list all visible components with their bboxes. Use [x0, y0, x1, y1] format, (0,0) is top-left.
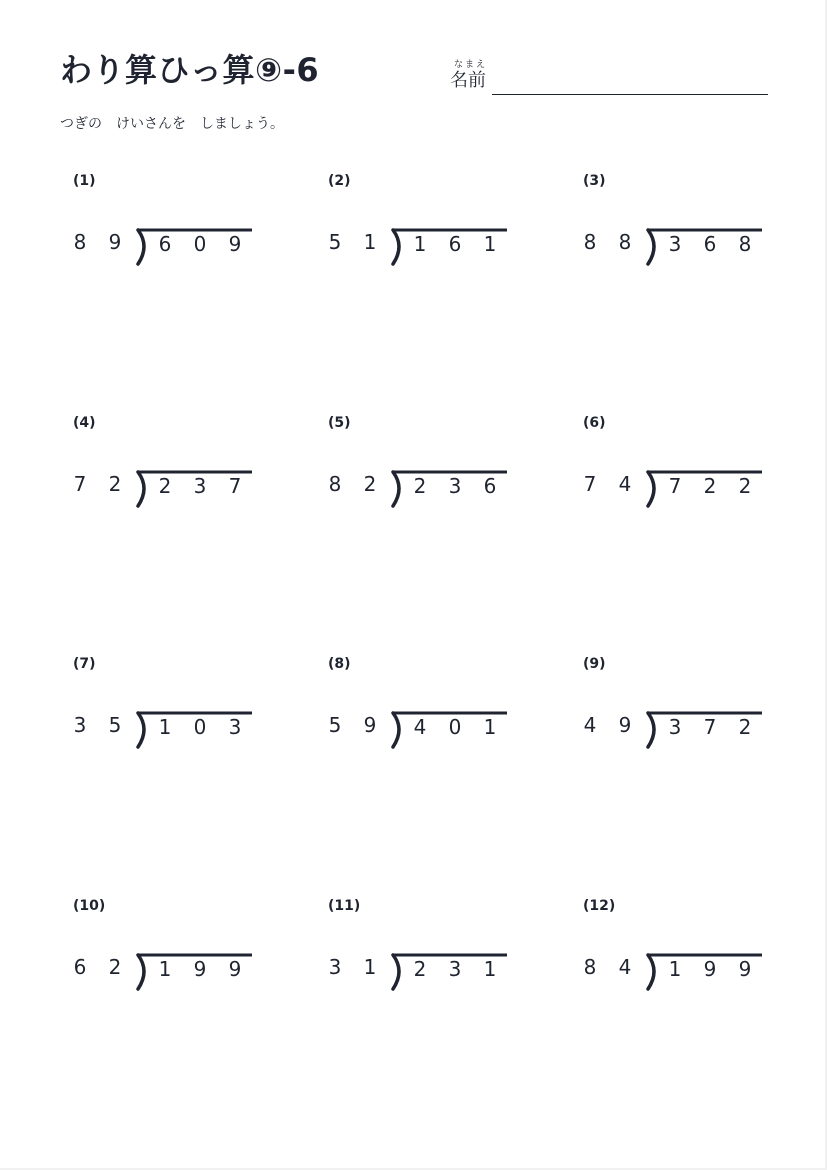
division-problem [60, 414, 260, 544]
instruction-text: つぎの けいさんを しましょう。 [60, 116, 284, 132]
divisor-digit: 5 [108, 713, 122, 737]
dividend-digit: 1 [483, 232, 497, 256]
dividend-digit: 6 [703, 232, 717, 256]
name-label: 名前 [450, 70, 486, 91]
dividend-digit: 1 [158, 715, 172, 739]
division-problem [315, 897, 515, 1027]
worksheet-title: わり算ひっ算⑨-6 [60, 51, 320, 89]
dividend-digit: 3 [668, 232, 682, 256]
division-problem [570, 655, 770, 785]
dividend-digit: 7 [703, 715, 717, 739]
problem-number: (8) [328, 656, 351, 672]
dividend-digit: 8 [738, 232, 752, 256]
problem-number: (10) [73, 898, 106, 914]
dividend-digit: 2 [738, 715, 752, 739]
division-problem [570, 172, 770, 302]
division-problem [570, 897, 770, 1027]
divisor-digit: 3 [73, 713, 87, 737]
divisor-digit: 3 [328, 955, 342, 979]
dividend-digit: 2 [413, 474, 427, 498]
dividend-digit: 4 [413, 715, 427, 739]
divisor-digit: 1 [363, 230, 377, 254]
dividend-digit: 3 [228, 715, 242, 739]
divisor-digit: 1 [363, 955, 377, 979]
dividend-digit: 1 [483, 957, 497, 981]
divisor-digit: 8 [583, 230, 597, 254]
division-problem [60, 655, 260, 785]
divisor-digit: 7 [73, 472, 87, 496]
division-problem [60, 897, 260, 1027]
dividend-digit: 0 [193, 232, 207, 256]
problem-number: (7) [73, 656, 96, 672]
dividend-digit: 2 [703, 474, 717, 498]
dividend-digit: 9 [738, 957, 752, 981]
divisor-digit: 5 [328, 713, 342, 737]
divisor-digit: 7 [583, 472, 597, 496]
dividend-digit: 0 [193, 715, 207, 739]
division-problem [315, 414, 515, 544]
problem-number: (4) [73, 415, 96, 431]
dividend-digit: 3 [668, 715, 682, 739]
divisor-digit: 4 [583, 713, 597, 737]
division-problem [60, 172, 260, 302]
problem-number: (3) [583, 173, 606, 189]
divisor-digit: 4 [618, 472, 632, 496]
problem-number: (1) [73, 173, 96, 189]
division-problem [315, 655, 515, 785]
division-problem [315, 172, 515, 302]
dividend-digit: 0 [448, 715, 462, 739]
dividend-digit: 1 [668, 957, 682, 981]
divisor-digit: 8 [583, 955, 597, 979]
problem-number: (12) [583, 898, 616, 914]
problem-number: (5) [328, 415, 351, 431]
divisor-digit: 8 [73, 230, 87, 254]
dividend-digit: 2 [158, 474, 172, 498]
dividend-digit: 3 [193, 474, 207, 498]
dividend-digit: 3 [448, 474, 462, 498]
divisor-digit: 2 [108, 472, 122, 496]
divisor-digit: 9 [363, 713, 377, 737]
divisor-digit: 9 [618, 713, 632, 737]
dividend-digit: 9 [703, 957, 717, 981]
problem-number: (11) [328, 898, 361, 914]
dividend-digit: 7 [668, 474, 682, 498]
divisor-digit: 8 [328, 472, 342, 496]
dividend-digit: 2 [413, 957, 427, 981]
divisor-digit: 6 [73, 955, 87, 979]
dividend-digit: 2 [738, 474, 752, 498]
divisor-digit: 8 [618, 230, 632, 254]
divisor-digit: 4 [618, 955, 632, 979]
dividend-digit: 7 [228, 474, 242, 498]
dividend-digit: 1 [158, 957, 172, 981]
divisor-digit: 5 [328, 230, 342, 254]
dividend-digit: 9 [228, 232, 242, 256]
dividend-digit: 9 [193, 957, 207, 981]
dividend-digit: 6 [448, 232, 462, 256]
dividend-digit: 3 [448, 957, 462, 981]
division-problem [570, 414, 770, 544]
divisor-digit: 9 [108, 230, 122, 254]
dividend-digit: 1 [483, 715, 497, 739]
dividend-digit: 6 [158, 232, 172, 256]
dividend-digit: 6 [483, 474, 497, 498]
problem-number: (9) [583, 656, 606, 672]
divisor-digit: 2 [108, 955, 122, 979]
problem-number: (6) [583, 415, 606, 431]
dividend-digit: 9 [228, 957, 242, 981]
dividend-digit: 1 [413, 232, 427, 256]
divisor-digit: 2 [363, 472, 377, 496]
problem-number: (2) [328, 173, 351, 189]
name-ruby: なまえ [454, 60, 488, 70]
